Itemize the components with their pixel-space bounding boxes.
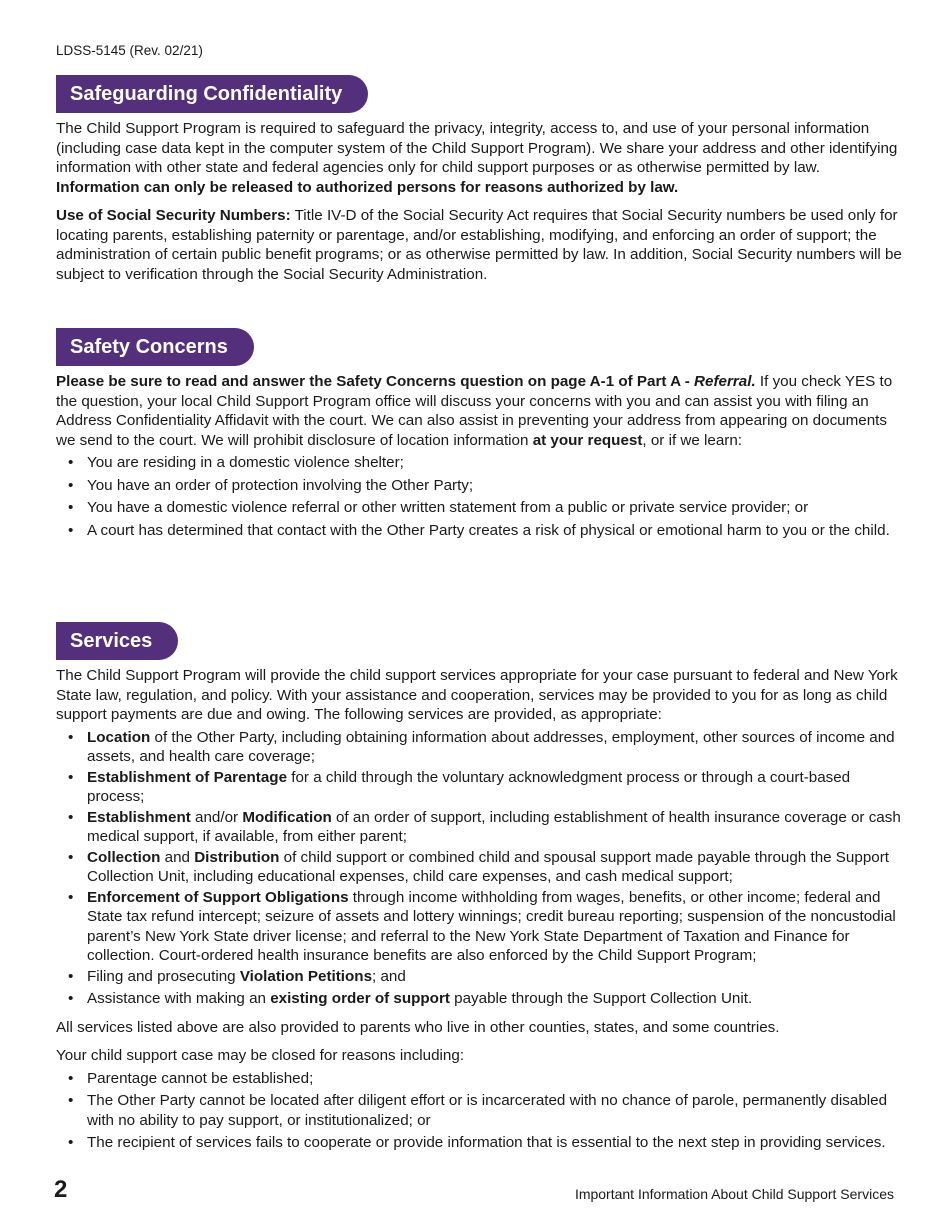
list-item: • Parentage cannot be established;	[56, 1069, 906, 1089]
service-description: of the Other Party, including obtaining information about addresses, employment, other sources of income and assets, and health care coverage;	[87, 728, 895, 765]
service-name: Distribution	[194, 848, 280, 866]
service-description: and	[160, 848, 195, 866]
safeguarding-text: The Child Support Program is required to safeguard the privacy, integrity, access to, and use of your personal information (including case data kept in the computer system of the Child Support Program). We share your address and other identifying information with other state and federal agencies only for child support purposes or as otherwise permitted by law.	[56, 120, 898, 176]
section-heading-safeguarding: Safeguarding Confidentiality	[56, 75, 368, 113]
list-item	[56, 967, 906, 987]
safety-intro-tail: , or if we learn:	[642, 431, 743, 449]
service-description: through income withholding from wages, benefits, or other income; federal and State tax refund intercept; seizure of assets and lottery winnings; credit bureau reporting; suspension of the noncustodial parent’s New York State driver license; and referral to the New York State Department of Taxation and Finance for collection. Court-ordered health insurance benefits are also enforced by the Child Support Program;	[87, 888, 896, 964]
list-item	[56, 808, 906, 847]
list-item	[56, 768, 906, 807]
safeguarding-paragraph	[56, 119, 906, 197]
service-description: Filing and prosecuting	[87, 967, 240, 985]
safety-intro-bold-request: at your request	[532, 431, 643, 449]
all-services-note: All services listed above are also provided to parents who live in other counties, states, and some countries.	[56, 1018, 780, 1036]
section-heading-services: Services	[56, 622, 178, 660]
safeguarding-section-body	[56, 119, 906, 284]
safeguarding-bold-text: Information can only be released to authorized persons for reasons authorized by law.	[56, 178, 679, 196]
service-description: of child support or combined child and spousal support made payable through the Support Collection Unit, including educational expenses, child care expenses, and cash medical support;	[87, 848, 889, 885]
list-item: • The Other Party cannot be located after diligent effort or is incarcerated with no chance of parole, permanently disabled with no ability to pay support, or institutionalized; or	[56, 1091, 906, 1130]
list-item: • You are residing in a domestic violence shelter;	[56, 453, 906, 473]
service-description: payable through the Support Collection Unit.	[449, 990, 753, 1007]
safety-intro	[56, 372, 906, 450]
service-name: Enforcement of Support Obligations	[87, 888, 349, 906]
list-item: • You have a domestic violence referral or other written statement from a public or private service provider; or	[56, 498, 906, 518]
case-closure-list	[56, 1069, 906, 1153]
safety-intro-bold: Please be sure to read and answer the Safety Concerns question on page A-1 of Part A -	[56, 373, 690, 390]
form-id: LDSS-5145 (Rev. 02/21)	[56, 43, 203, 58]
services-list	[56, 728, 906, 1009]
service-description: of an order of support, including establishment of health insurance coverage or cash medical support, if available, from either parent;	[87, 808, 901, 845]
ssn-text: Title IV-D of the Social Security Act requires that Social Security numbers be used only for locating parents, establishing paternity or parentage, and/or establishing, modifying, and enforcing an order of support; the administration of certain public benefit programs; or as otherwise permitted by law. In addition, Social Security numbers will be subject to verification through the Social Security Administration.	[56, 207, 902, 283]
safety-section-body	[56, 372, 906, 540]
service-name: Modification	[242, 808, 332, 826]
safety-referral-emphasis: Referral.	[694, 373, 756, 390]
services-intro: The Child Support Program will provide the child support services appropriate for your case pursuant to federal and New York State law, regulation, and policy. With your assistance and cooperation, services may be provided to you for as long as child support payments are due and owing. The following services are provided, as appropriate:	[56, 667, 898, 723]
service-name: Establishment	[87, 808, 191, 826]
safety-list	[56, 453, 906, 540]
safety-intro-text: If you check YES to the question, your local Child Support Program office will discuss your concerns with you and can assist you with filing an Address Confidentiality Affidavit with the court. We can also assist in preventing your address from appearing on documents we send to the court. We will prohibit disclosure of location information	[56, 373, 893, 449]
list-item	[56, 848, 906, 887]
ssn-paragraph	[56, 206, 906, 284]
list-item: • You have an order of protection involving the Other Party;	[56, 476, 906, 496]
service-description: and/or	[190, 808, 243, 826]
list-item	[56, 728, 906, 767]
service-name: Establishment of Parentage	[87, 768, 288, 786]
service-name: Collection	[87, 848, 161, 866]
service-name: existing order of support	[270, 990, 450, 1007]
page-number: 2	[54, 1176, 68, 1203]
section-heading-safety: Safety Concerns	[56, 328, 254, 366]
service-description: Assistance with making an	[87, 990, 271, 1007]
service-description: ; and	[372, 967, 406, 985]
list-item: • The recipient of services fails to cooperate or provide information that is essential to the next step in providing services.	[56, 1133, 906, 1153]
services-section-body	[56, 666, 906, 1153]
ssn-heading: Use of Social Security Numbers:	[56, 207, 291, 224]
service-name: Location	[87, 728, 151, 746]
footer-document-title: Important Information About Child Support Services	[574, 1186, 894, 1202]
list-item	[56, 888, 906, 966]
list-item: • A court has determined that contact with the Other Party creates a risk of physical or emotional harm to you or the child.	[56, 521, 906, 541]
case-closure-intro: Your child support case may be closed for reasons including:	[56, 1047, 465, 1064]
service-description: for a child through the voluntary acknowledgment process or through a court-based process;	[87, 768, 851, 805]
service-name: Violation Petitions	[239, 967, 373, 985]
list-item	[56, 989, 906, 1009]
